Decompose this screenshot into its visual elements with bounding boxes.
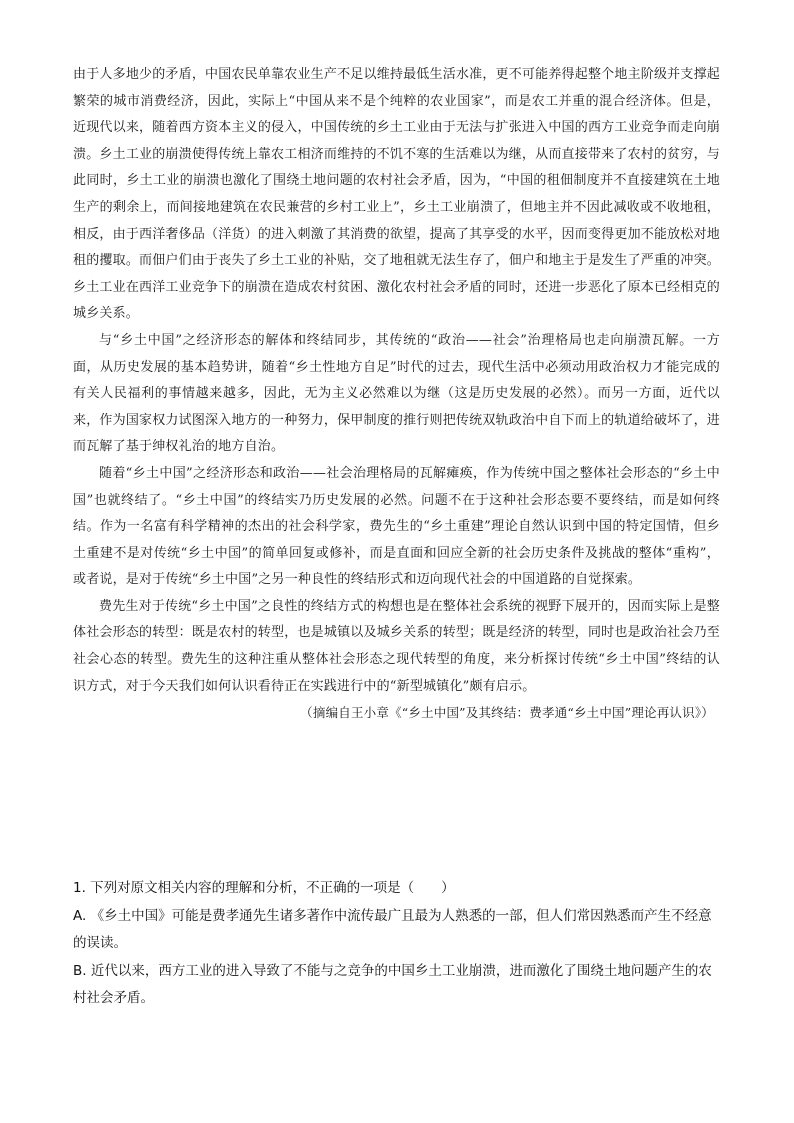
passage-paragraph-4: 费先生对于传统“乡土中国”之良性的终结方式的构想也是在整体社会系统的视野下展开的，因而实际上是整体社会形态的转型：既是农村的转型，也是城镇以及城乡关系的转型；既是经济的转型，同时也是政治社会乃至社会心态的转型。费先生的这种注重从整体社会形态之现代转型的角度，来分析探讨传统“乡土中国”终结的认识方式，对于今天我们如何认识看待正在实践进行中的“新型城镇化”颇有启示。	[73, 598, 720, 694]
passage-source-citation: （摘编自王小章《“乡土中国”及其终结：费孝通“乡土中国”理论再认识》）	[300, 705, 714, 721]
reading-passage	[73, 62, 720, 726]
question-block	[73, 875, 720, 1013]
passage-paragraph-2: 与“乡土中国”之经济形态的解体和终结同步，其传统的“政治——社会”治理格局也走向崩溃瓦解。一方面，从历史发展的基本趋势讲，随着“乡土性地方自足”时代的过去，现代生活中必须动用政治权力才能完成的有关人民福利的事情越来越多，因此，无为主义必然难以为继（这是历史发展的必然）。而另一方面，近代以来，作为国家权力试图深入地方的一种努力，保甲制度的推行则把传统双轨政治中自下而上的轨道给破坏了，进而瓦解了基于绅权礼治的地方自治。	[73, 332, 720, 455]
option-b: B. 近代以来，西方工业的进入导致了不能与之竞争的中国乡土工业崩溃，进而激化了围绕土地问题产生的农村社会矛盾。	[73, 962, 712, 1006]
question-stem: 1. 下列对原文相关内容的理解和分析，不正确的一项是（ ）	[73, 880, 455, 896]
option-a: A. 《乡土中国》可能是费孝通先生诸多著作中流传最广且最为人熟悉的一部，但人们常因熟悉而产生不经意的误读。	[73, 907, 712, 951]
passage-paragraph-3: 随着“乡土中国”之经济形态和政治——社会治理格局的瓦解瘫痪，作为传统中国之整体社会形态的“乡土中国”也就终结了。“乡土中国”的终结实乃历史发展的必然。问题不在于这种社会形态要不要终结，而是如何终结。作为一名富有科学精神的杰出的社会科学家，费先生的“乡土重建”理论自然认识到中国的特定国情，但乡土重建不是对传统“乡土中国”的简单回复或修补，而是直面和回应全新的社会历史条件及挑战的整体“重构”，或者说，是对于传统“乡土中国”之另一种良性的终结形式和迈向现代社会的中国道路的自觉探索。	[73, 465, 720, 588]
passage-paragraph-1: 由于人多地少的矛盾，中国农民单靠农业生产不足以维持最低生活水准，更不可能养得起整个地主阶级并支撑起繁荣的城市消费经济，因此，实际上“中国从来不是个纯粹的农业国家”，而是农工并重的混合经济体。但是，近现代以来，随着西方资本主义的侵入，中国传统的乡土工业由于无法与扩张进入中国的西方工业竞争而走向崩溃。乡土工业的崩溃使得传统上靠农工相济而维持的不饥不寒的生活难以为继，从而直接带来了农村的贫穷，与此同时，乡土工业的崩溃也激化了围绕土地问题的农村社会矛盾，因为，“中国的租佃制度并不直接建筑在土地生产的剩余上，而间接地建筑在农民兼营的乡村工业上”，乡土工业崩溃了，但地主并不因此减收或不收地租，相反，由于西洋奢侈品（洋货）的进入刺激了其消费的欲望，提高了其享受的水平，因而变得更加不能放松对地租的攫取。而佃户们由于丧失了乡土工业的补贴，交了地租就无法生存了，佃户和地主于是发生了严重的冲突。乡土工业在西洋工业竞争下的崩溃在造成农村贫困、激化农村社会矛盾的同时，还进一步恶化了原本已经相克的城乡关系。	[73, 67, 720, 322]
